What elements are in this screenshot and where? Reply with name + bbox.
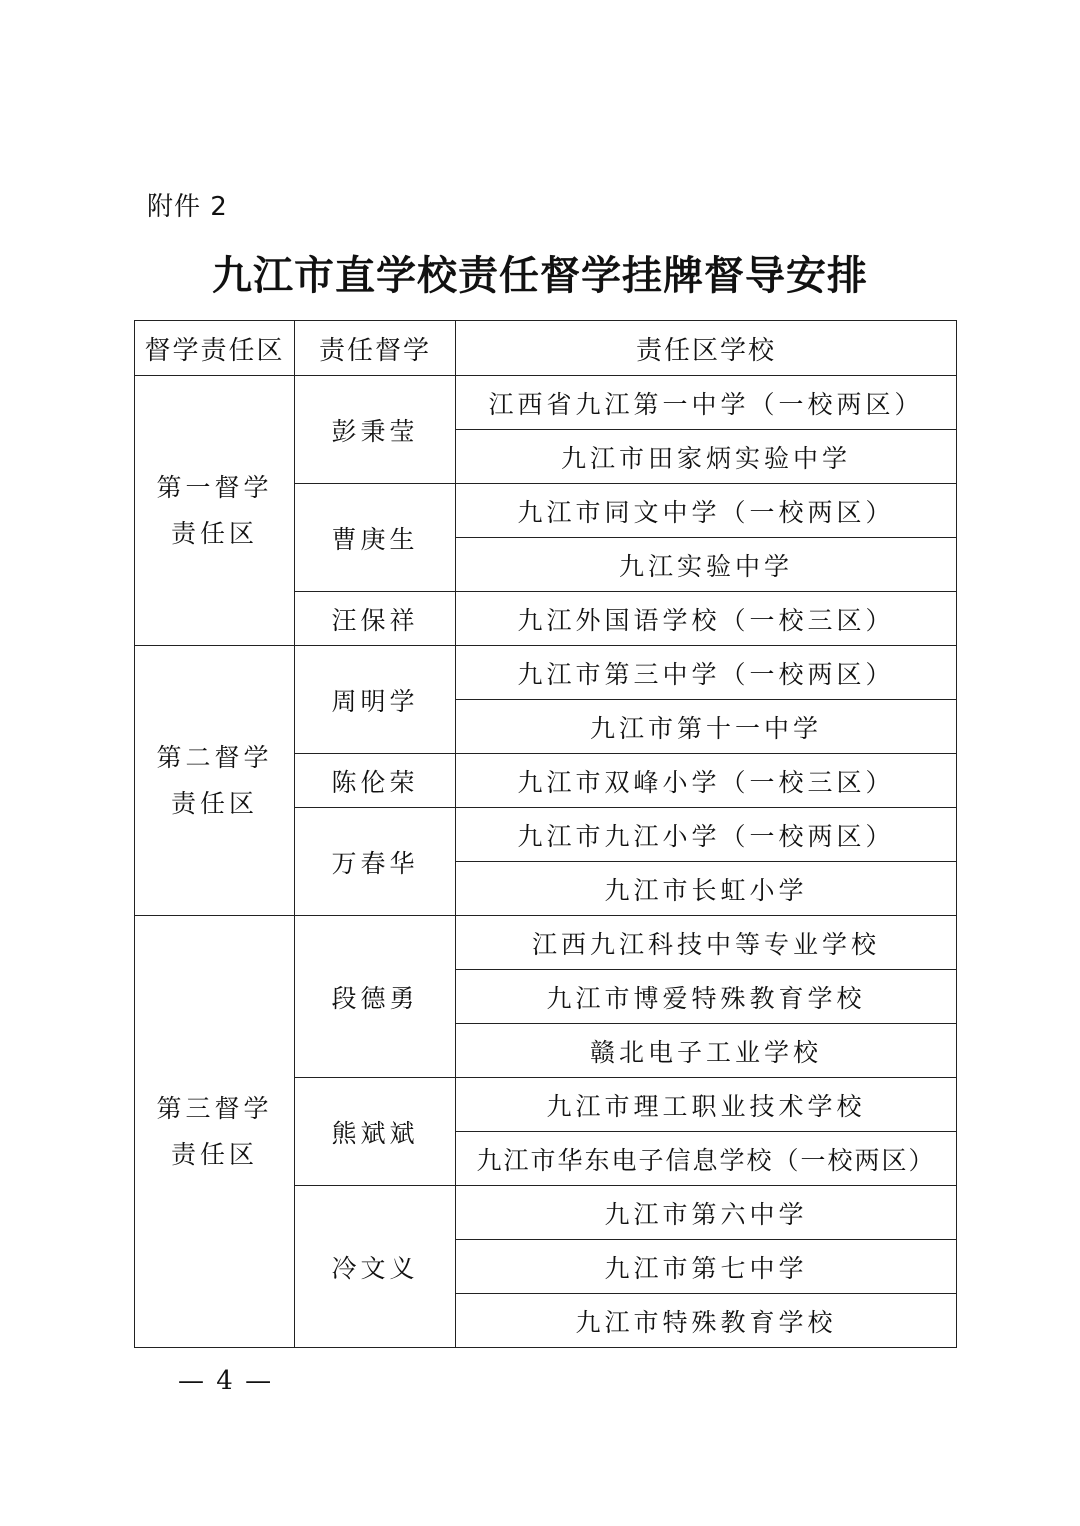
district-name-line2: 责任区 — [170, 1139, 258, 1169]
document-title: 九江市直学校责任督学挂牌督导安排 — [212, 252, 868, 299]
school-name: 九江市九江小学（一校两区） — [456, 808, 957, 862]
school-name: 九江市双峰小学（一校三区） — [456, 754, 957, 808]
school-name: 江西九江科技中等专业学校 — [456, 916, 957, 970]
inspector-name: 熊斌斌 — [295, 1078, 456, 1186]
school-name: 赣北电子工业学校 — [456, 1024, 957, 1078]
school-name: 九江市华东电子信息学校（一校两区） — [456, 1132, 957, 1186]
inspector-name: 段德勇 — [295, 916, 456, 1078]
district-name-line1: 第一督学 — [156, 472, 273, 502]
inspector-name: 汪保祥 — [295, 592, 456, 646]
school-name: 九江市理工职业技术学校 — [456, 1078, 957, 1132]
school-name: 九江市第三中学（一校两区） — [456, 646, 957, 700]
district-name-line2: 责任区 — [170, 518, 258, 548]
district-name-line1: 第三督学 — [156, 1093, 273, 1123]
school-name: 九江市田家炳实验中学 — [456, 430, 957, 484]
inspector-name: 冷文义 — [295, 1186, 456, 1348]
school-name: 九江市长虹小学 — [456, 862, 957, 916]
school-name: 江西省九江第一中学（一校两区） — [456, 376, 957, 430]
inspector-name: 陈伦荣 — [295, 754, 456, 808]
table-header-row — [135, 321, 957, 376]
school-name: 九江市博爱特殊教育学校 — [456, 970, 957, 1024]
table-row — [135, 646, 957, 700]
header-district: 督学责任区 — [135, 321, 295, 376]
school-name: 九江实验中学 — [456, 538, 957, 592]
supervision-table — [134, 320, 957, 1348]
inspector-name: 万春华 — [295, 808, 456, 916]
inspector-name: 彭秉莹 — [295, 376, 456, 484]
header-inspector: 责任督学 — [295, 321, 456, 376]
school-name: 九江外国语学校（一校三区） — [456, 592, 957, 646]
page-number: — 4 — — [178, 1366, 274, 1396]
district-name-line2: 责任区 — [170, 788, 258, 818]
table-row — [135, 376, 957, 430]
district-cell — [135, 376, 295, 646]
school-name: 九江市特殊教育学校 — [456, 1294, 957, 1348]
school-name: 九江市第六中学 — [456, 1186, 957, 1240]
school-name: 九江市第十一中学 — [456, 700, 957, 754]
school-name: 九江市同文中学（一校两区） — [456, 484, 957, 538]
attachment-label: 附件 2 — [147, 192, 228, 222]
school-name: 九江市第七中学 — [456, 1240, 957, 1294]
header-schools: 责任区学校 — [456, 321, 957, 376]
district-cell — [135, 646, 295, 916]
inspector-name: 曹庚生 — [295, 484, 456, 592]
district-name-line1: 第二督学 — [156, 742, 273, 772]
district-cell — [135, 916, 295, 1348]
inspector-name: 周明学 — [295, 646, 456, 754]
table-row — [135, 916, 957, 970]
